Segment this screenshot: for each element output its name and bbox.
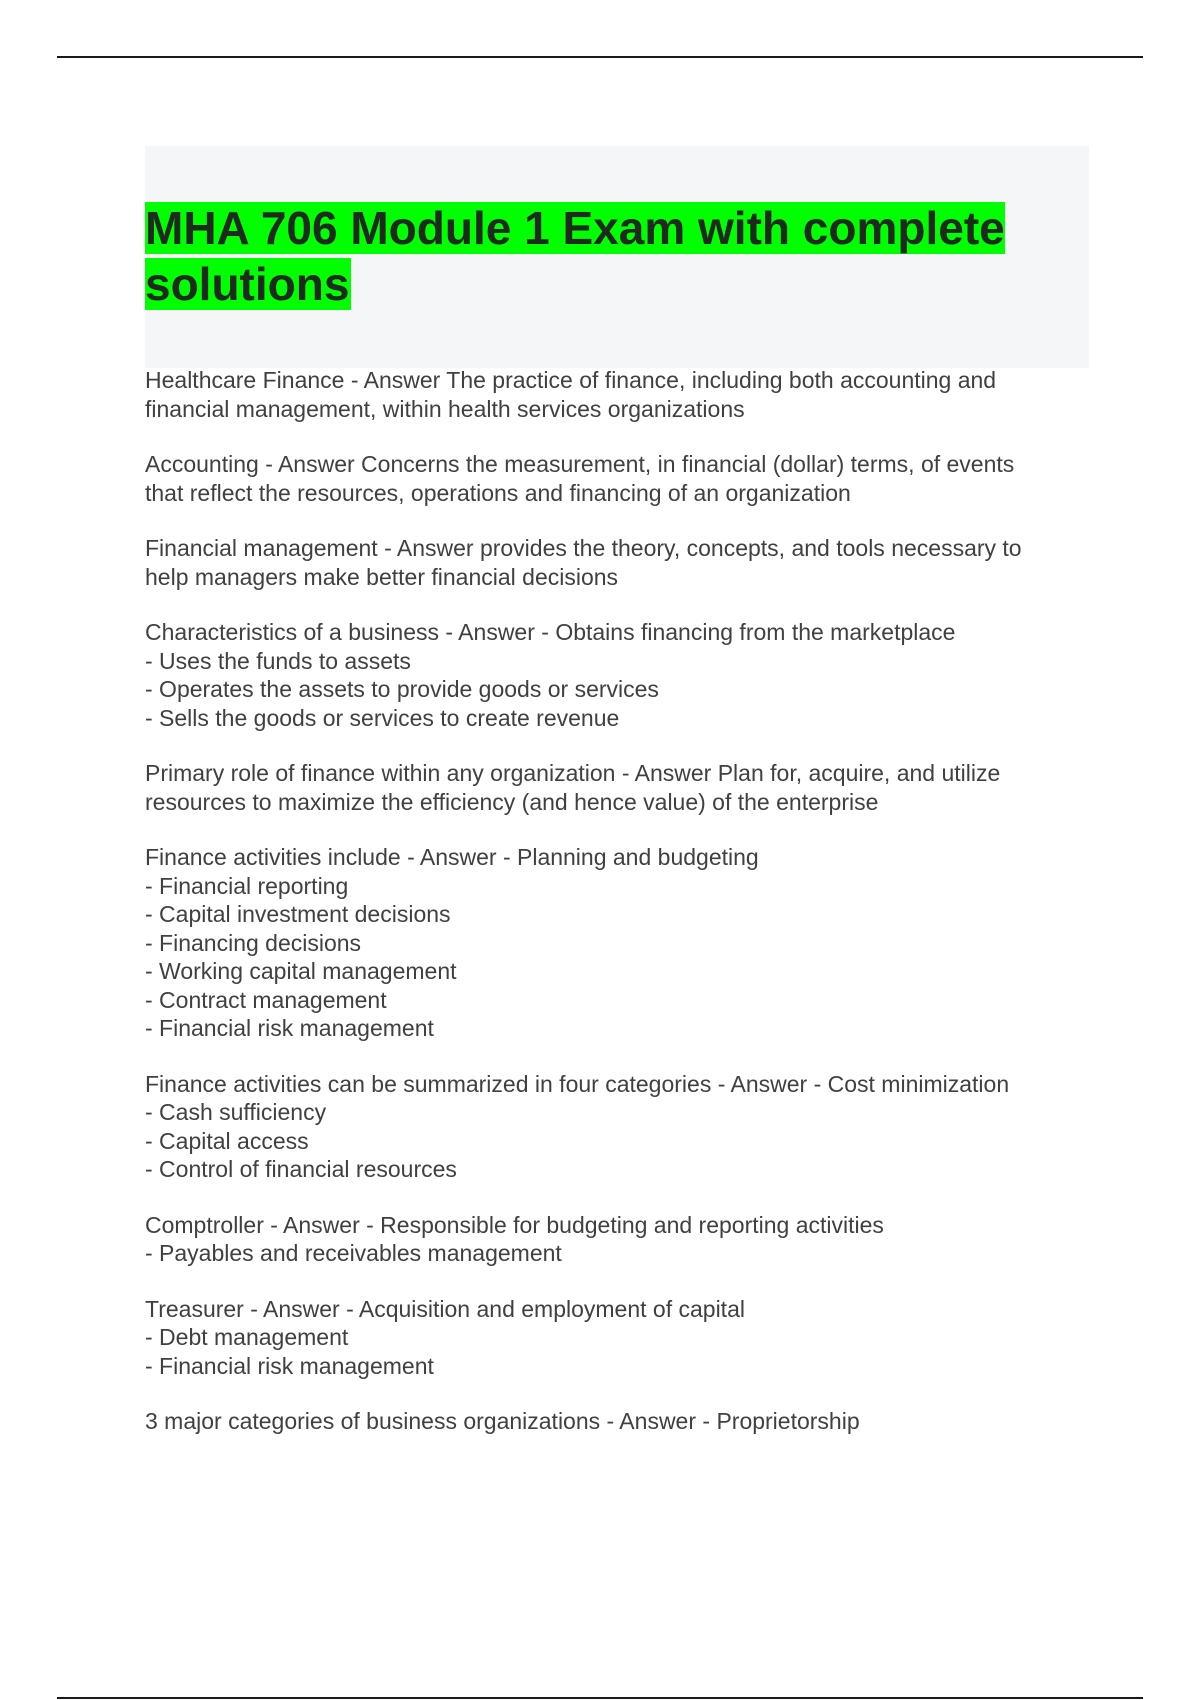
header-rule — [57, 56, 1143, 58]
qa-entry — [145, 1211, 1085, 1268]
footer-rule — [57, 1697, 1143, 1699]
entry-question-line: Characteristics of a business - Answer - Obtains financing from the marketplace — [145, 619, 956, 645]
qa-entry — [145, 843, 1085, 1043]
entry-answer-line: that reflect the resources, operations and financing of an organization — [145, 479, 851, 506]
entry-answer-line: - Financial risk management — [145, 1015, 434, 1041]
entry-answer-line: - Uses the funds to assets — [145, 647, 411, 674]
title-highlight: MHA 706 Module 1 Exam with complete solutions — [145, 202, 1005, 310]
entry-answer-line: - Working capital management — [145, 958, 457, 984]
entry-question-line: Finance activities can be summarized in four categories - Answer - Cost minimization — [145, 1070, 1010, 1097]
qa-entry — [145, 450, 1085, 507]
entry-answer-line: - Capital access — [145, 1127, 309, 1154]
entry-answer-line: - Sells the goods or services to create revenue — [145, 704, 620, 731]
qa-entry — [145, 1070, 1085, 1184]
entry-question-line: Accounting - Answer Concerns the measurement, in financial (dollar) terms, of events — [145, 451, 1015, 477]
qa-entry — [145, 759, 1085, 816]
entry-question-line: Comptroller - Answer - Responsible for budgeting and reporting activities — [145, 1211, 884, 1238]
entry-question-line: Finance activities include - Answer - Planning and budgeting — [145, 844, 759, 870]
entry-answer-line: - Financial risk management — [145, 1352, 434, 1379]
entry-answer-line: - Control of financial resources — [145, 1156, 457, 1182]
qa-entry — [145, 534, 1085, 591]
entry-answer-line: financial management, within health services organizations — [145, 395, 745, 422]
entry-answer-line: - Operates the assets to provide goods or services — [145, 676, 659, 702]
entry-answer-line: - Cash sufficiency — [145, 1099, 327, 1125]
qa-entry — [145, 1407, 1085, 1436]
entry-question-line: 3 major categories of business organizations - Answer - Proprietorship — [145, 1408, 860, 1434]
entry-answer-line: - Capital investment decisions — [145, 901, 451, 927]
entry-question-line: Treasurer - Answer - Acquisition and employment of capital — [145, 1295, 745, 1322]
qa-entry — [145, 366, 1085, 423]
entry-answer-line: - Payables and receivables management — [145, 1240, 562, 1266]
entry-answer-line: - Financial reporting — [145, 872, 349, 899]
qa-entry — [145, 618, 1085, 732]
entry-answer-line: - Contract management — [145, 986, 387, 1013]
entry-answer-line: - Debt management — [145, 1324, 349, 1350]
entry-answer-line: help managers make better financial decisions — [145, 563, 619, 590]
entry-question-line: Financial management - Answer provides the theory, concepts, and tools necessary to — [145, 535, 1022, 561]
qa-entry — [145, 1295, 1085, 1381]
entry-question-line: Primary role of finance within any organization - Answer Plan for, acquire, and utilize — [145, 760, 1001, 786]
entry-answer-line: resources to maximize the efficiency (and hence value) of the enterprise — [145, 788, 879, 815]
document-body — [145, 366, 1085, 1463]
document-title — [145, 200, 1065, 312]
entry-answer-line: - Financing decisions — [145, 929, 362, 956]
entry-question-line: Healthcare Finance - Answer The practice of finance, including both accounting and — [145, 367, 997, 393]
